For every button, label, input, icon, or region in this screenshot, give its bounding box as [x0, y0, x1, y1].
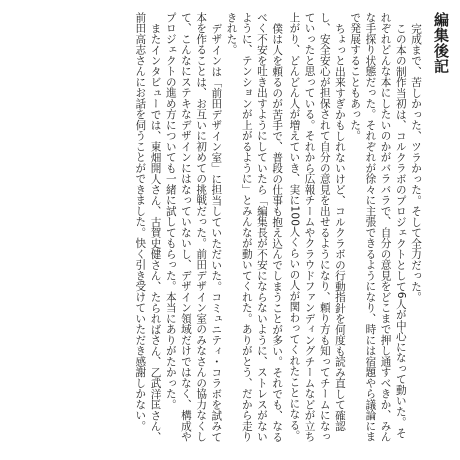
- paragraph-4: 僕は人を頼るのが苦手で、普段の仕事も抱え込んでしまうことが多い。それでも、なるべく不安を吐き出すようにしていたら「編集長が不安にならないように、ストレスがないように、テンションが上がるように」とみんなが動いてくれた。ありがとう、だから走りきれた。: [225, 12, 284, 442]
- paragraph-3: ちょっと出来すぎかもしれないけど、コルクラボの行動指針を何度も読み直して確認し、安全安心が担保されて自分の意見を出せるようになり、頼り方も知ってチームになっていったと思っている。それから広報チームやクラウドファンディングチームなどが立ち上がり、どんどん人が増えていき、実に100人くらいの人が関わってくれたことになる。: [288, 12, 346, 442]
- paragraph-1: 完成まで、苦しかった、ツラかった。そして全力だった。: [410, 22, 422, 303]
- afterword-heading: 編集後記: [432, 12, 450, 74]
- paragraph-5: デザインは「前田デザイン室」に担当していただいた。コミュニティ・コラボを試みて本を作ることは、お互いに初めての挑戦だった。前田デザイン室のみなさんの協力なくして、こんなにステキなデザインにはなっていないし、デザイン領域だけではなく、構成やプロジェクトの進め方についても一緒に試してもらった。本当にありがたかった。: [164, 12, 223, 442]
- paragraph-6: またインタビューでは、東畑開人さん、古賀史健さん、たらればさん、乙武洋匡さん、前田高志さんにお話を伺うことができました。快く引き受けていただき感謝しかない。: [134, 12, 162, 442]
- afterword-text-block: [132, 12, 452, 448]
- paragraph-2: この本の制作当初は、コルクラボのプロジェクトとして6人が中心になって動いた。それぞれどんな本にしたいのかがバラバラで、自分の意見をどこまで押し通すべきか、みんな手探り状態だった。それぞれが徐々に主張できるようになり、時には宿題やら議論にまで発展することもあった。: [349, 12, 407, 442]
